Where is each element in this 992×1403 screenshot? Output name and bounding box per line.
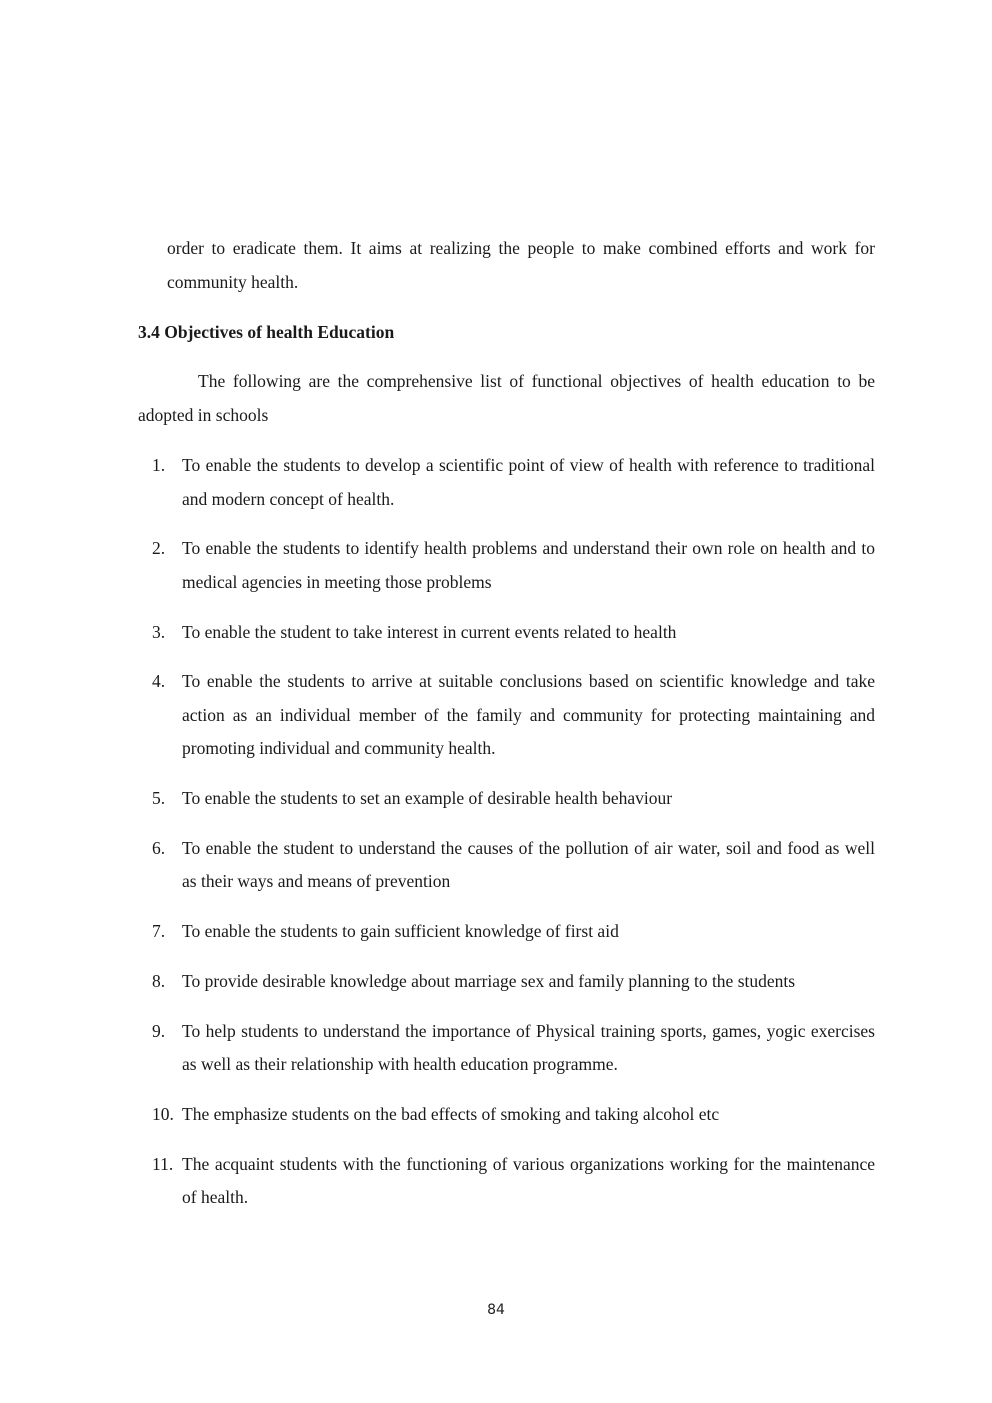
list-item: [150, 965, 875, 999]
objectives-list: [150, 449, 875, 1231]
list-item-number: 11.: [152, 1153, 174, 1174]
section-heading: 3.4 Objectives of health Education: [138, 322, 395, 342]
list-item: [150, 1098, 875, 1132]
list-item-text: To enable the students to develop a scientific point of view of health with reference to traditional and modern concept of health.: [182, 455, 875, 509]
list-item: [150, 665, 875, 766]
list-item: [150, 782, 875, 816]
list-item-text: To enable the student to understand the causes of the pollution of air water, soil and food as well as their ways and means of prevention: [182, 837, 875, 892]
list-item-text: To enable the students to arrive at suitable conclusions based on scientific knowledge and take action as an individual member of the family and community for protecting maintaining and promoting individual and community health.: [182, 671, 875, 759]
list-item-number: 10.: [152, 1104, 174, 1125]
list-item-number: 6.: [152, 837, 166, 858]
list-item-text: To help students to understand the importance of Physical training sports, games, yogic exercises as well as their relationship with health education programme.: [182, 1020, 875, 1075]
list-item-text: To enable the students to identify health problems and understand their own role on health and to medical agencies in meeting those problems: [182, 538, 875, 592]
page-number: 84: [487, 1302, 505, 1318]
list-item: [150, 616, 875, 650]
list-item: [150, 532, 875, 599]
list-item-number: 1.: [152, 455, 166, 475]
list-item: [150, 1015, 875, 1082]
list-item-text: The acquaint students with the functioning of various organizations working for the maintenance of health.: [182, 1153, 875, 1208]
list-item-text: To provide desirable knowledge about marriage sex and family planning to the students: [182, 971, 796, 992]
list-item: [150, 1148, 875, 1215]
list-item: [150, 449, 875, 516]
list-item-text: The emphasize students on the bad effects of smoking and taking alcohol etc: [182, 1104, 720, 1125]
list-item-text: To enable the student to take interest in current events related to health: [182, 621, 677, 642]
list-item-number: 7.: [152, 921, 166, 942]
list-item-number: 5.: [152, 788, 166, 809]
list-item-number: 2.: [152, 538, 166, 559]
list-item-number: 9.: [152, 1020, 166, 1041]
continuation-paragraph: order to eradicate them. It aims at realizing the people to make combined efforts and work for community health.: [167, 238, 875, 292]
list-item-text: To enable the students to gain sufficient knowledge of first aid: [182, 921, 619, 942]
list-item: [150, 915, 875, 949]
list-item-number: 8.: [152, 971, 166, 992]
list-item: [150, 832, 875, 899]
list-item-number: 4.: [152, 671, 166, 692]
list-item-number: 3.: [152, 621, 166, 642]
list-item-text: To enable the students to set an example of desirable health behaviour: [182, 788, 673, 809]
lead-paragraph: The following are the comprehensive list of functional objectives of health education to be adopted in schools: [138, 371, 875, 425]
